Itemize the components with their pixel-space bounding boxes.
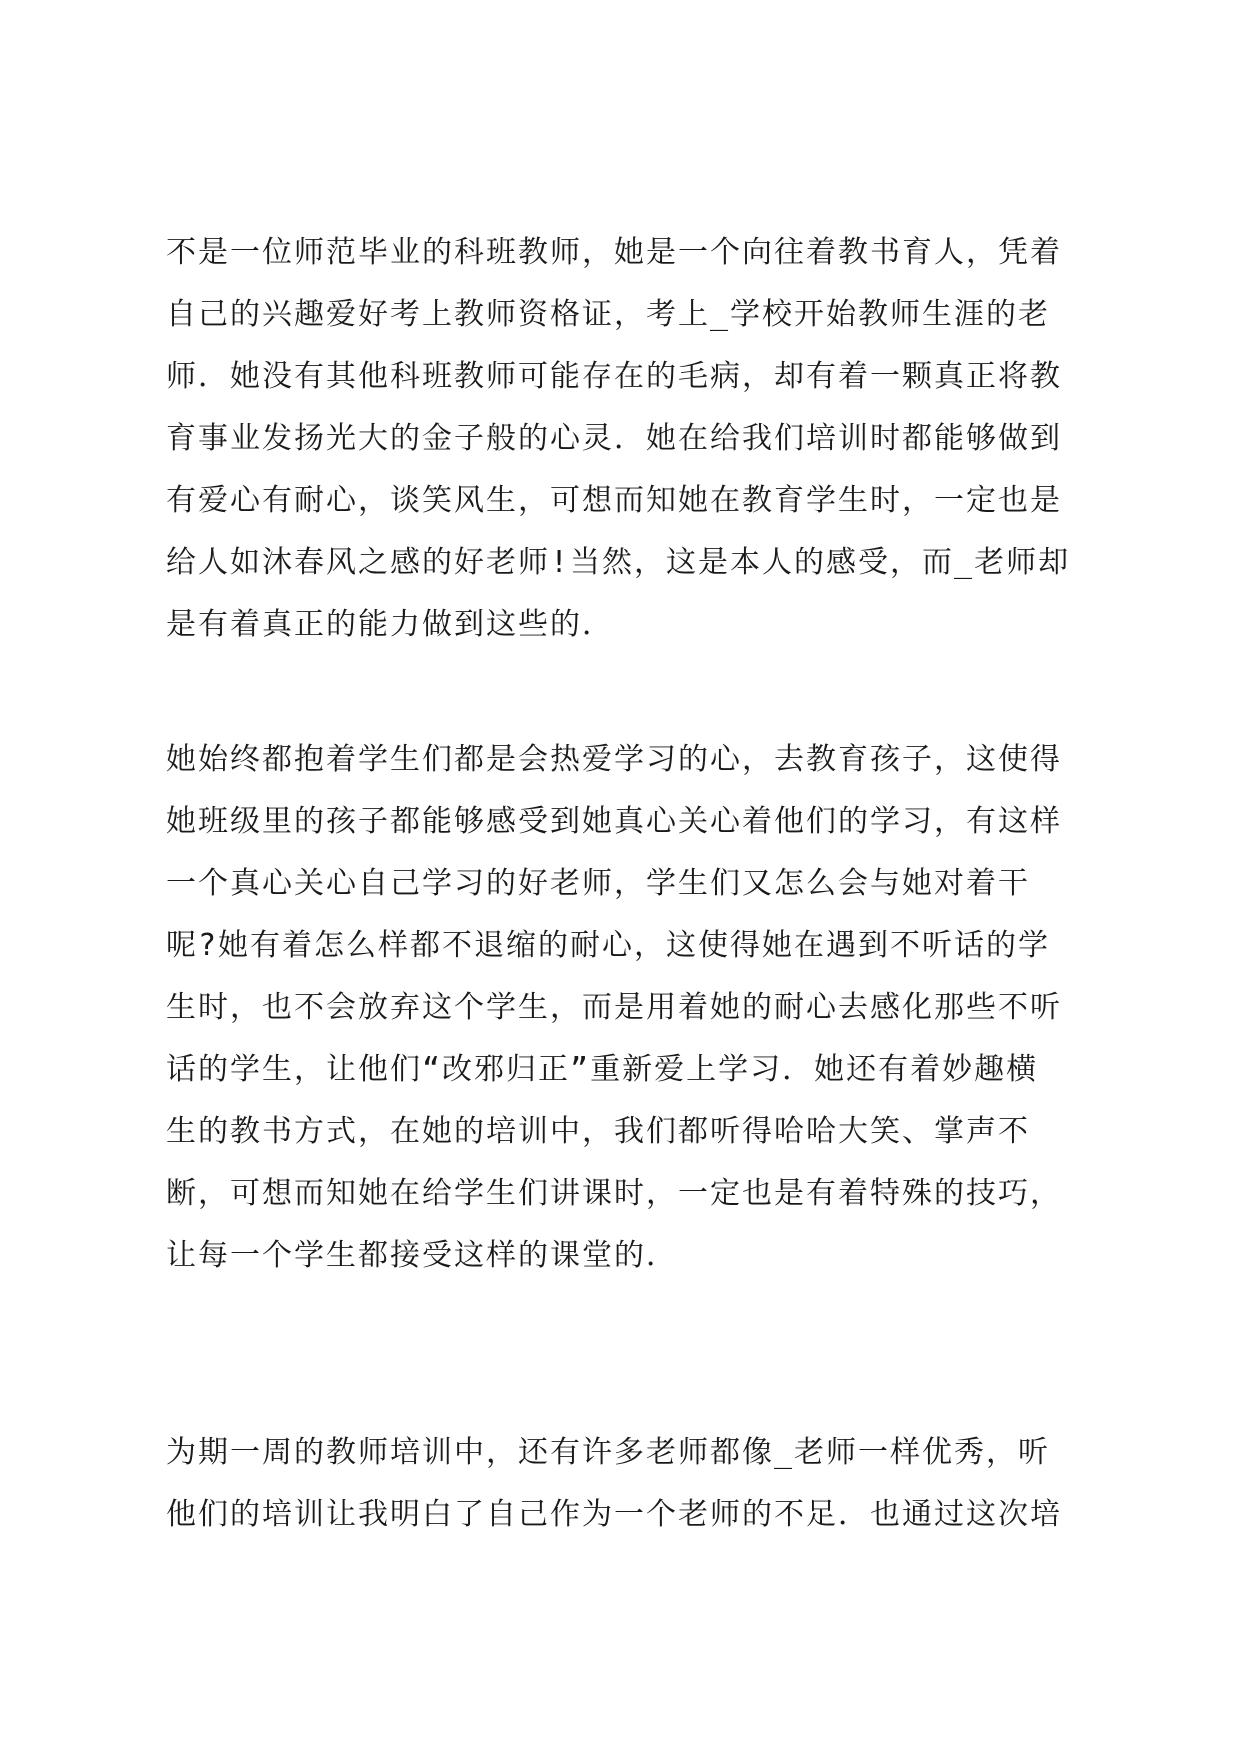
text-line: 断，可想而知她在给学生们讲课时，一定也是有着特殊的技巧，	[166, 1176, 1062, 1211]
text-line: 生的教书方式，在她的培训中，我们都听得哈哈大笑、掌声不	[166, 1114, 1030, 1149]
text-line: 为期一周的教师培训中，还有许多老师都像_老师一样优秀，听	[166, 1435, 1051, 1470]
text-line: 自己的兴趣爱好考上教师资格证，考上_学校开始教师生涯的老	[166, 297, 1051, 332]
paragraph-2	[166, 729, 1096, 1349]
text-line: 是有着真正的能力做到这些的．	[166, 607, 614, 642]
text-line: 生时，也不会放弃这个学生，而是用着她的耐心去感化那些不听	[166, 990, 1062, 1025]
document-body	[166, 222, 1096, 1546]
text-line: 话的学生，让他们“改邪归正”重新爱上学习．她还有着妙趣横	[166, 1052, 1039, 1087]
text-line: 他们的培训让我明白了自己作为一个老师的不足．也通过这次培	[166, 1497, 1062, 1532]
text-line: 一个真心关心自己学习的好老师，学生们又怎么会与她对着干	[166, 866, 1030, 901]
text-line: 有爱心有耐心，谈笑风生，可想而知她在教育学生时，一定也是	[166, 483, 1062, 518]
text-line: 育事业发扬光大的金子般的心灵．她在给我们培训时都能够做到	[166, 421, 1062, 456]
text-line	[166, 1287, 1096, 1349]
text-line: 师．她没有其他科班教师可能存在的毛病，却有着一颗真正将教	[166, 359, 1062, 394]
text-line: 呢?她有着怎么样都不退缩的耐心，这使得她在遇到不听话的学	[166, 928, 1051, 963]
text-line: 不是一位师范毕业的科班教师，她是一个向往着教书育人，凭着	[166, 235, 1062, 270]
paragraph-spacer	[166, 656, 1096, 729]
paragraph-1	[166, 222, 1096, 656]
text-line: 她班级里的孩子都能够感受到她真心关心着他们的学习，有这样	[166, 804, 1062, 839]
text-line: 让每一个学生都接受这样的课堂的．	[166, 1238, 678, 1273]
text-line: 给人如沐春风之感的好老师!当然，这是本人的感受，而_老师却	[166, 545, 1071, 580]
text-line: 她始终都抱着学生们都是会热爱学习的心，去教育孩子，这使得	[166, 742, 1062, 777]
paragraph-3	[166, 1422, 1096, 1546]
paragraph-spacer	[166, 1349, 1096, 1422]
